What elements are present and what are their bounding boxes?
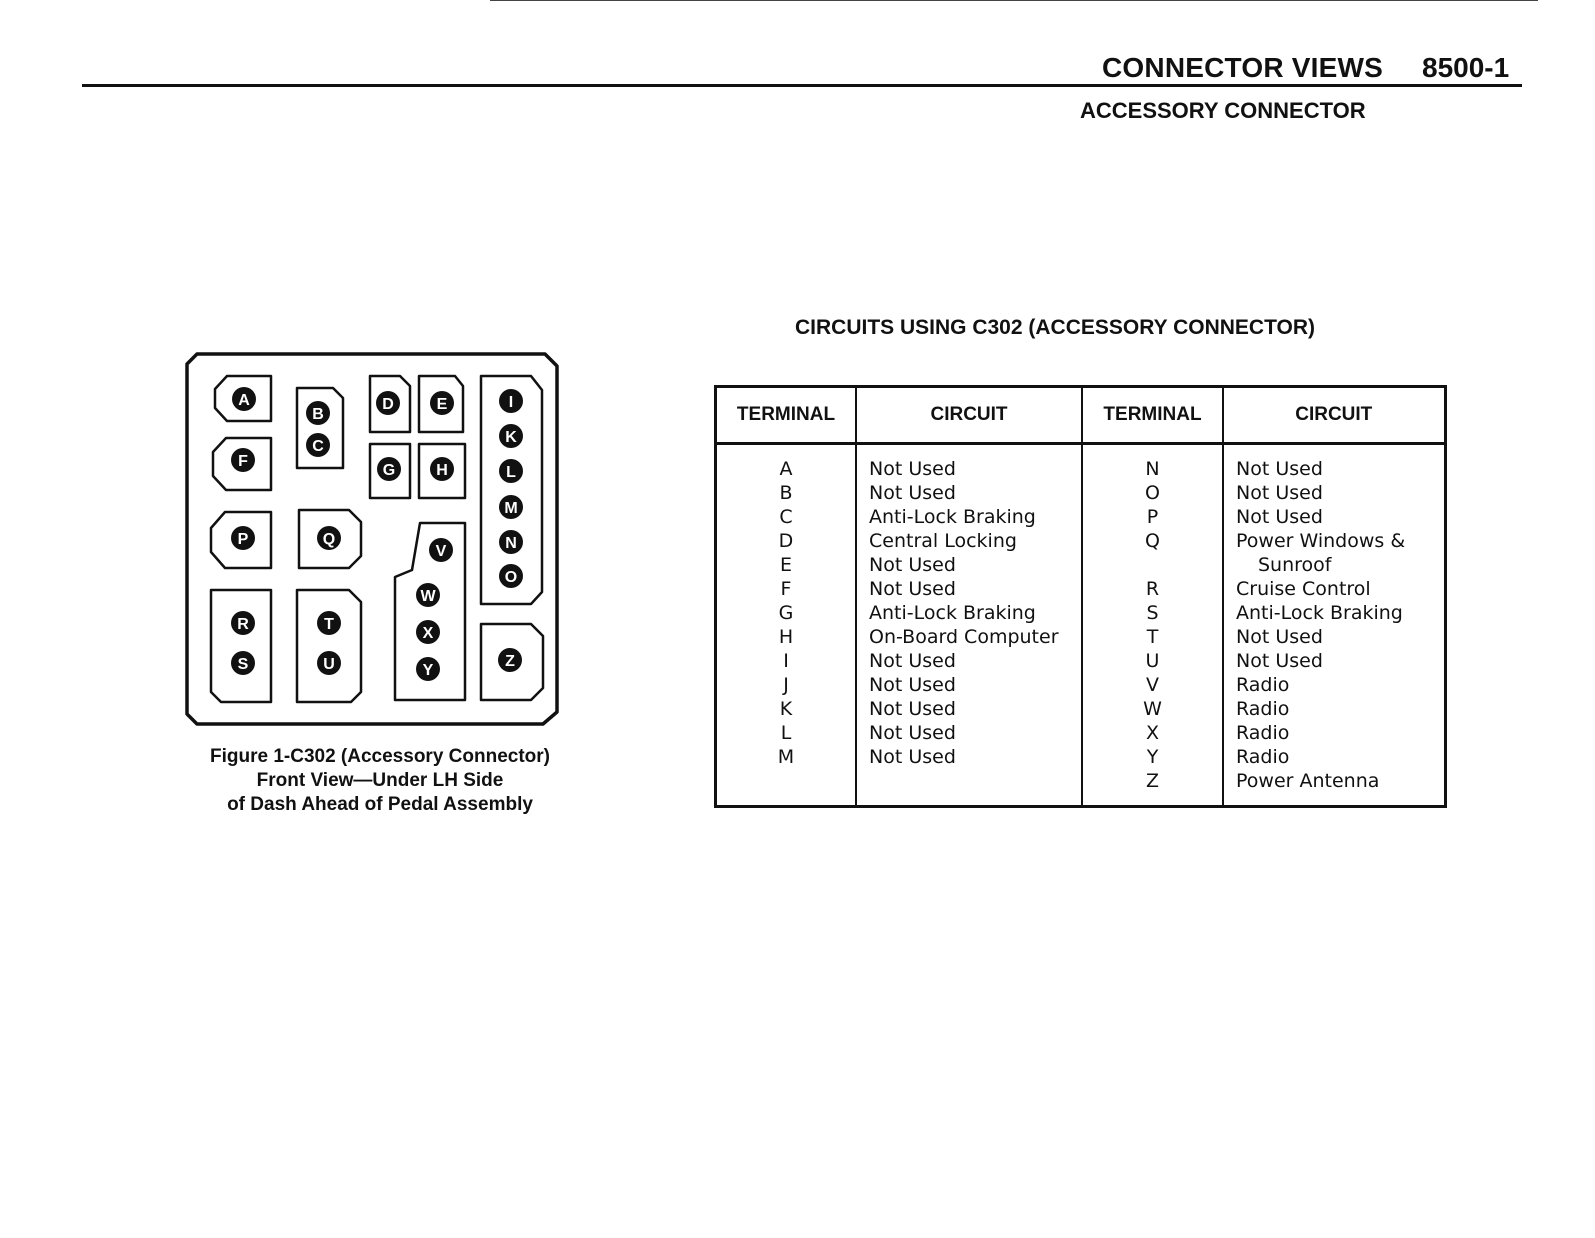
pin-r-label: R bbox=[237, 616, 249, 633]
terminal-cell: T bbox=[1146, 626, 1159, 648]
pin-c-label: C bbox=[312, 438, 324, 455]
pin-s-label: S bbox=[237, 656, 249, 673]
circuit-cell: Not Used bbox=[1236, 506, 1323, 528]
terminal-cell: J bbox=[783, 674, 789, 696]
caption-line-2: Front View—Under LH Side bbox=[256, 770, 504, 791]
pin-h-label: H bbox=[436, 462, 448, 479]
pin-n-label: N bbox=[505, 535, 517, 552]
circuit-cell: Not Used bbox=[1236, 650, 1323, 672]
header-circuit-right: CIRCUIT bbox=[1223, 387, 1445, 444]
page-subtitle: ACCESSORY CONNECTOR bbox=[1080, 98, 1366, 123]
terminal-cell: C bbox=[779, 506, 793, 528]
page-number: 8500-1 bbox=[1422, 52, 1510, 83]
terminal-cell: V bbox=[1146, 674, 1159, 696]
terminal-cell: X bbox=[1145, 722, 1160, 744]
circuit-cell: Not Used bbox=[869, 746, 956, 768]
header-divider bbox=[82, 84, 1522, 87]
circuit-cell: Anti-Lock Braking bbox=[869, 506, 1036, 528]
terminal-cell: H bbox=[778, 626, 794, 648]
table-header-row bbox=[716, 387, 1446, 444]
table-title: CIRCUITS USING C302 (ACCESSORY CONNECTOR) bbox=[795, 316, 1316, 339]
terminal-cell: E bbox=[779, 554, 792, 576]
circuit-cell: Not Used bbox=[869, 674, 956, 696]
circuit-cell: Not Used bbox=[869, 578, 956, 600]
right-terminal-column bbox=[1082, 444, 1223, 807]
pin-g-label: G bbox=[382, 462, 396, 479]
cavity-tu bbox=[297, 590, 361, 702]
circuit-cell: Not Used bbox=[869, 482, 956, 504]
circuit-cell: Not Used bbox=[869, 722, 956, 744]
terminal-cell: U bbox=[1145, 650, 1160, 672]
pin-i-label: I bbox=[508, 394, 514, 411]
pin-d-label: D bbox=[382, 396, 394, 413]
pin-b-label: B bbox=[312, 406, 324, 423]
pin-a-label: A bbox=[238, 392, 250, 409]
pin-o-label: O bbox=[504, 569, 518, 586]
terminal-cell-empty bbox=[1084, 553, 1221, 577]
header-terminal-left: TERMINAL bbox=[716, 387, 857, 444]
circuit-table bbox=[714, 385, 1447, 808]
terminal-cell: Y bbox=[1146, 746, 1159, 768]
pin-l-label: L bbox=[506, 464, 516, 481]
terminal-cell: M bbox=[777, 746, 795, 768]
terminal-cell: B bbox=[779, 482, 793, 504]
circuit-cell: Cruise Control bbox=[1236, 578, 1371, 600]
terminal-cell: R bbox=[1145, 578, 1160, 600]
terminal-cell: P bbox=[1146, 506, 1159, 528]
pin-p-label: P bbox=[237, 531, 249, 548]
circuit-cell: Not Used bbox=[869, 650, 956, 672]
header-circuit-left: CIRCUIT bbox=[856, 387, 1082, 444]
pin-q-label: Q bbox=[322, 531, 336, 548]
terminal-cell: Q bbox=[1145, 530, 1160, 552]
pin-v-label: V bbox=[435, 543, 447, 560]
terminal-cell: I bbox=[783, 650, 789, 672]
caption-line-3: of Dash Ahead of Pedal Assembly bbox=[227, 794, 533, 815]
pin-e-label: E bbox=[436, 396, 448, 413]
circuit-cell: On-Board Computer bbox=[869, 626, 1059, 648]
pin-m-label: M bbox=[504, 500, 518, 517]
caption-line-1: Figure 1-C302 (Accessory Connector) bbox=[210, 746, 550, 767]
pin-u-label: U bbox=[323, 656, 335, 673]
cavity-rs bbox=[211, 590, 271, 702]
circuit-cell: Power Windows & bbox=[1236, 530, 1406, 552]
circuit-cell: Not Used bbox=[1236, 626, 1323, 648]
terminal-cell: F bbox=[780, 578, 792, 600]
circuit-cell: Central Locking bbox=[869, 530, 1017, 552]
figure-caption bbox=[195, 745, 565, 817]
circuit-cell: Anti-Lock Braking bbox=[869, 602, 1036, 624]
circuit-cell: Not Used bbox=[1236, 482, 1323, 504]
terminal-cell: G bbox=[778, 602, 794, 624]
terminal-cell: Z bbox=[1145, 770, 1160, 792]
circuit-cell: Radio bbox=[1236, 746, 1290, 768]
circuit-cell: Not Used bbox=[869, 698, 956, 720]
circuit-cell-continued: Sunroof bbox=[1258, 554, 1332, 576]
terminal-cell: A bbox=[779, 458, 793, 480]
pin-k-label: K bbox=[505, 429, 517, 446]
circuit-cell: Not Used bbox=[1236, 458, 1323, 480]
pin-z-label: Z bbox=[505, 653, 515, 670]
top-border-line bbox=[490, 0, 1538, 1]
table-body-row bbox=[716, 444, 1446, 807]
right-circuit-column bbox=[1223, 444, 1445, 807]
left-terminal-column bbox=[716, 444, 857, 807]
terminal-cell: W bbox=[1143, 698, 1162, 720]
circuit-cell: Power Antenna bbox=[1236, 770, 1380, 792]
terminal-cell: S bbox=[1146, 602, 1159, 624]
terminal-cell: O bbox=[1145, 482, 1160, 504]
left-circuit-column bbox=[856, 444, 1082, 807]
circuit-cell: Anti-Lock Braking bbox=[1236, 602, 1403, 624]
circuit-cell: Not Used bbox=[869, 458, 956, 480]
pin-x-label: X bbox=[422, 625, 434, 642]
terminal-cell: K bbox=[779, 698, 793, 720]
terminal-cell: N bbox=[1145, 458, 1160, 480]
pin-w-label: W bbox=[420, 588, 436, 605]
page-title: CONNECTOR VIEWS bbox=[1102, 52, 1383, 83]
circuit-cell: Radio bbox=[1236, 698, 1290, 720]
circuit-cell: Radio bbox=[1236, 722, 1290, 744]
pin-f-label: F bbox=[238, 453, 248, 470]
header-terminal-right: TERMINAL bbox=[1082, 387, 1223, 444]
terminal-cell: D bbox=[778, 530, 794, 552]
terminal-cell: L bbox=[780, 722, 792, 744]
pin-t-label: T bbox=[324, 616, 334, 633]
circuit-cell: Radio bbox=[1236, 674, 1290, 696]
connector-diagram bbox=[185, 352, 567, 738]
pin-y-label: Y bbox=[422, 662, 434, 679]
circuit-cell: Not Used bbox=[869, 554, 956, 576]
